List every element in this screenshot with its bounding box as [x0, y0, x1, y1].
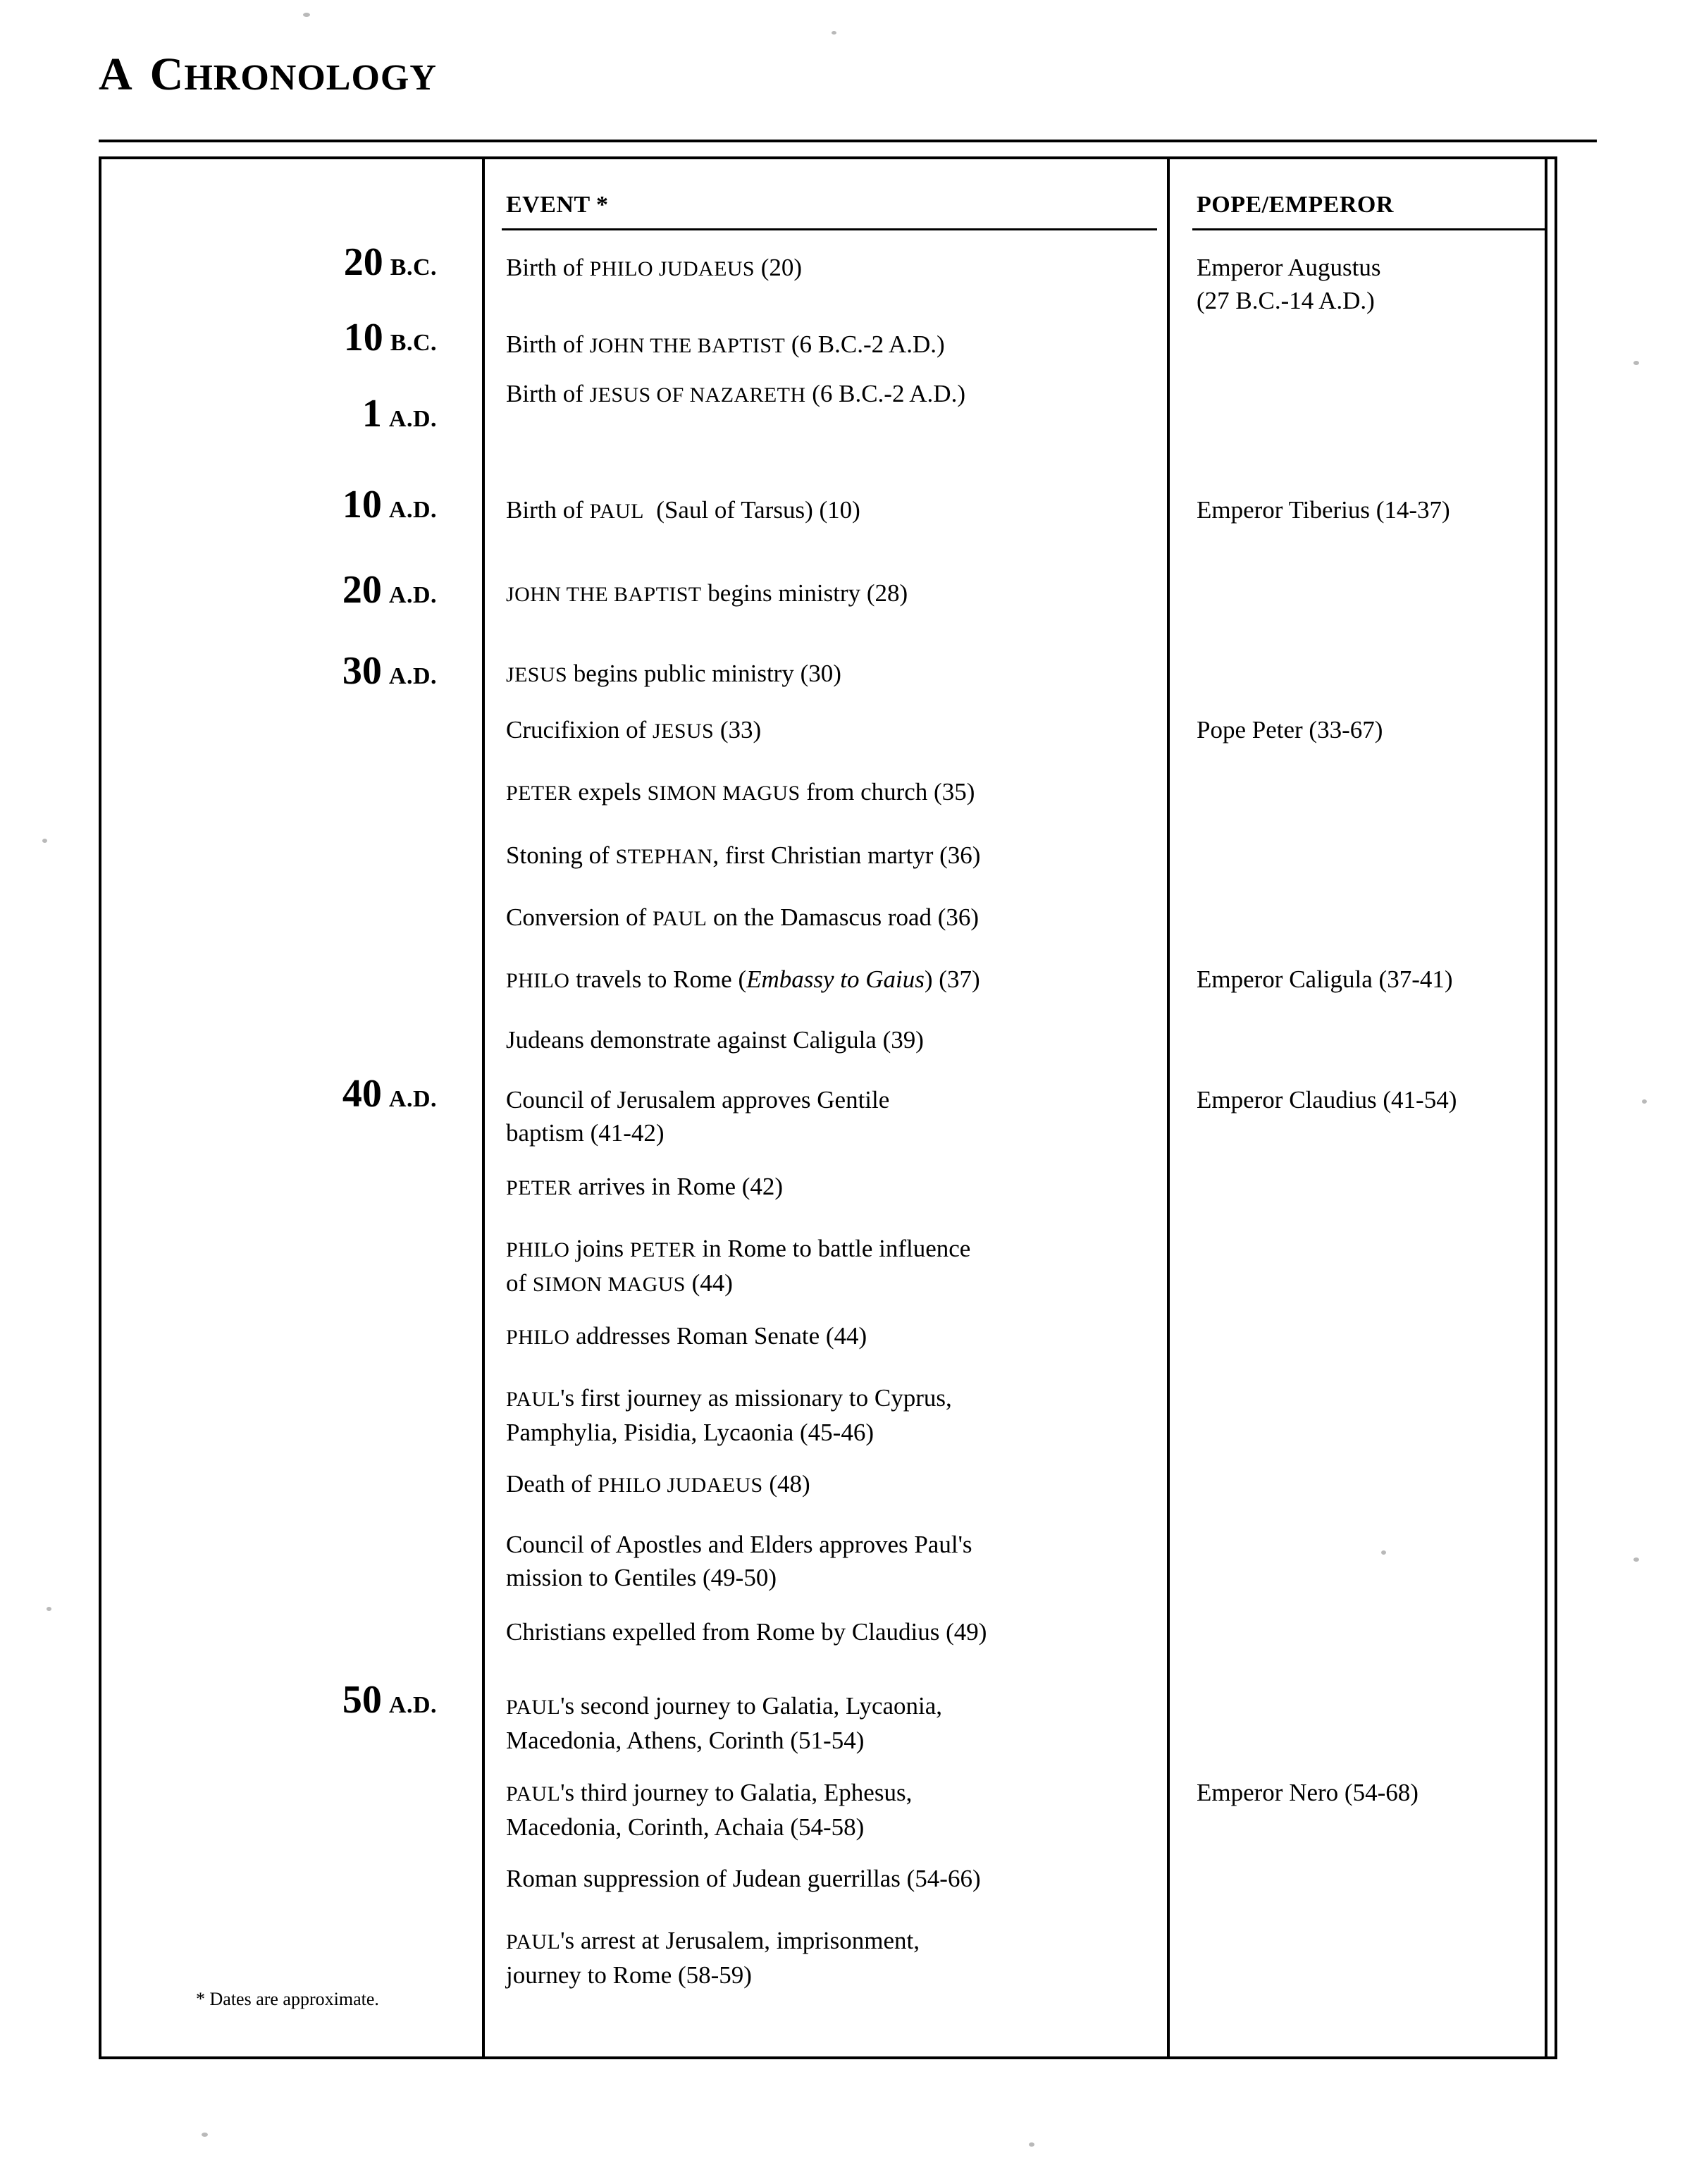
- ruler-row: [1197, 251, 1549, 317]
- event-row: Council of Apostles and Elders approves Paul's mission to Gentiles (49-50): [506, 1531, 972, 1591]
- ruler-row: Emperor Claudius (41-54): [1197, 1086, 1457, 1113]
- scan-speck: [1633, 1557, 1639, 1562]
- event-row: JESUS begins public ministry (30): [506, 660, 841, 687]
- year-label: [268, 1677, 437, 1722]
- column-header-pope-emperor: POPE/EMPEROR: [1197, 192, 1394, 218]
- scan-speck: [47, 1607, 51, 1611]
- page-title-word-initial: C: [149, 49, 185, 100]
- year-number: 30: [342, 649, 382, 693]
- year-era: A.D.: [388, 406, 437, 432]
- year-number: 10: [343, 316, 383, 359]
- year-era: B.C.: [390, 254, 437, 280]
- event-row: PAUL's first journey as missionary to Cyprus, Pamphylia, Pisidia, Lycaonia (45-46): [506, 1384, 952, 1446]
- event-row: Stoning of STEPHAN, first Christian martyr (36): [506, 841, 981, 869]
- ruler-row: Emperor Tiberius (14-37): [1197, 496, 1450, 524]
- event-row: Crucifixion of JESUS (33): [506, 716, 762, 744]
- event-row: Council of Jerusalem approves Gentile baptism (41-42): [506, 1086, 890, 1147]
- scan-speck: [1381, 1550, 1386, 1555]
- ruler-dates: (27 B.C.-14 A.D.): [1197, 287, 1375, 314]
- column-divider-year-event: [482, 156, 485, 2059]
- page-title-initial: A: [99, 49, 133, 100]
- ruler-row: Emperor Caligula (37-41): [1197, 965, 1453, 993]
- event-row: PAUL's second journey to Galatia, Lycaonia, Macedonia, Athens, Corinth (51-54): [506, 1692, 943, 1754]
- scan-speck: [1642, 1099, 1647, 1104]
- ruler-row: Pope Peter (33-67): [1197, 716, 1383, 744]
- event-row: Death of PHILO JUDAEUS (48): [506, 1470, 810, 1498]
- year-label: [268, 1071, 437, 1116]
- event-row: Conversion of PAUL on the Damascus road (36): [506, 903, 980, 931]
- scan-speck: [832, 31, 836, 35]
- ruler-name: Emperor Augustus: [1197, 254, 1381, 281]
- year-era: A.D.: [388, 1692, 437, 1718]
- year-number: 1: [362, 392, 382, 436]
- event-row: PAUL's arrest at Jerusalem, imprisonment, journey to Rome (58-59): [506, 1927, 920, 1989]
- scan-speck: [303, 13, 310, 17]
- event-row: Birth of JOHN THE BAPTIST (6 B.C.-2 A.D.): [506, 331, 945, 358]
- event-row: PAUL's third journey to Galatia, Ephesus, Macedonia, Corinth, Achaia (54-58): [506, 1779, 913, 1841]
- year-number: 10: [342, 483, 382, 526]
- year-label: [268, 482, 437, 527]
- year-era: A.D.: [388, 1086, 437, 1112]
- column-header-event: EVENT *: [506, 192, 609, 218]
- ruler-row: Emperor Nero (54-68): [1197, 1779, 1419, 1806]
- column-header-pope-rule: [1192, 228, 1545, 230]
- scan-speck: [1633, 361, 1639, 365]
- event-row: PHILO travels to Rome (Embassy to Gaius) (37): [506, 965, 980, 993]
- year-number: 50: [342, 1678, 382, 1722]
- year-label: [268, 391, 437, 436]
- column-divider-event-pope: [1167, 156, 1170, 2059]
- year-number: 20: [343, 240, 383, 284]
- year-label: [268, 567, 437, 612]
- page-title-word-rest: HRONOLOGY: [184, 58, 437, 98]
- event-row: Christians expelled from Rome by Claudius (49): [506, 1618, 987, 1646]
- year-label: [268, 240, 437, 285]
- year-era: A.D.: [388, 663, 437, 689]
- year-label: [268, 648, 437, 693]
- event-row: PHILO joins PETER in Rome to battle influence of SIMON MAGUS (44): [506, 1235, 971, 1297]
- event-row: Roman suppression of Judean guerrillas (54-66): [506, 1865, 981, 1892]
- scan-speck: [1029, 2142, 1034, 2147]
- title-rule: [99, 140, 1597, 142]
- scan-speck: [202, 2133, 208, 2137]
- scan-speck: [42, 839, 47, 843]
- year-era: A.D.: [388, 497, 437, 523]
- event-row: PHILO addresses Roman Senate (44): [506, 1322, 867, 1350]
- event-row: Birth of JESUS OF NAZARETH (6 B.C.-2 A.D.): [506, 380, 965, 407]
- year-label: [268, 315, 437, 360]
- year-era: B.C.: [390, 330, 437, 356]
- event-row: PETER expels SIMON MAGUS from church (35): [506, 778, 975, 806]
- event-row: JOHN THE BAPTIST begins ministry (28): [506, 579, 908, 607]
- year-number: 40: [342, 1072, 382, 1116]
- column-header-event-rule: [502, 228, 1157, 230]
- event-row: Judeans demonstrate against Caligula (39): [506, 1026, 924, 1054]
- event-row: Birth of PHILO JUDAEUS (20): [506, 254, 803, 281]
- event-row: PETER arrives in Rome (42): [506, 1173, 784, 1200]
- page-title: [99, 48, 437, 101]
- year-number: 20: [342, 568, 382, 612]
- footnote: * Dates are approximate.: [196, 1989, 379, 2009]
- year-era: A.D.: [388, 582, 437, 608]
- event-row: Birth of PAUL (Saul of Tarsus) (10): [506, 496, 860, 524]
